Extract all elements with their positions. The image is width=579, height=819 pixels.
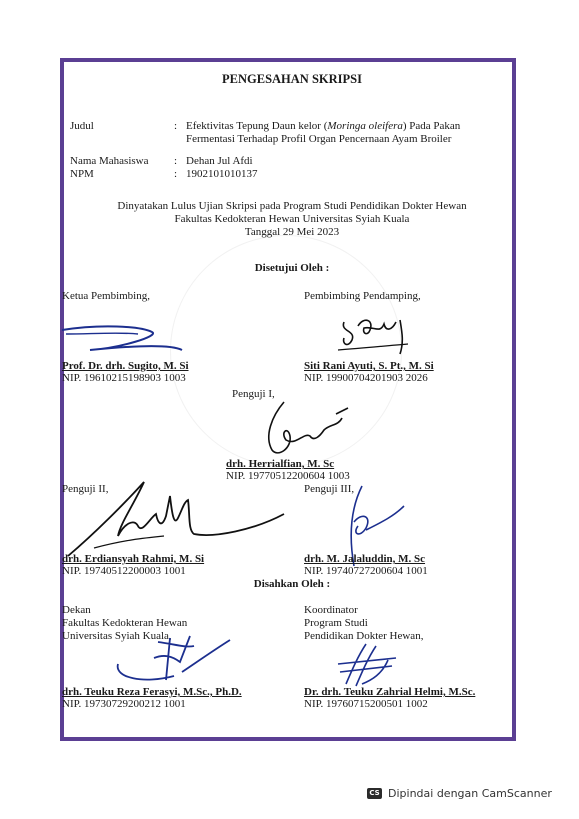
penguji1-nip: NIP. 19770512200604 1003 — [226, 470, 350, 482]
koord-line-1: Koordinator — [304, 604, 358, 616]
statement-line-2: Fakultas Kedokteran Hewan Universitas Syiah Kuala — [174, 213, 410, 225]
page-title: PENGESAHAN SKRIPSI — [222, 72, 362, 86]
camscanner-logo-icon: CS — [367, 788, 382, 799]
pendamping-role: Pembimbing Pendamping, — [304, 290, 421, 302]
penguji3-name: drh. M. Jalaluddin, M. Sc — [304, 553, 426, 565]
judul-line-1: Efektivitas Tepung Daun kelor (Moringa oleifera) Pada Pakan — [186, 120, 461, 132]
koord-line-3: Pendidikan Dokter Hewan, — [304, 630, 424, 642]
koord-nip: NIP. 19760715200501 1002 — [304, 698, 428, 710]
penguji1-role: Penguji I, — [232, 388, 275, 400]
penguji2-signature — [64, 474, 294, 564]
ketua-signature — [60, 320, 190, 362]
npm-label: NPM — [70, 168, 94, 180]
nama-colon: : — [174, 155, 178, 167]
pendamping-name: Siti Rani Ayuti, S. Pt., M. Si — [304, 360, 434, 372]
ketua-role: Ketua Pembimbing, — [62, 290, 150, 302]
penguji3-nip: NIP. 19740727200604 1001 — [304, 565, 428, 577]
ratification-heading: Disahkan Oleh : — [253, 578, 331, 590]
koord-signature — [326, 634, 416, 694]
statement-line-1: Dinyatakan Lulus Ujian Skripsi pada Program Studi Pendidikan Dokter Hewan — [117, 200, 467, 212]
approval-heading: Disetujui Oleh : — [254, 262, 330, 274]
pendamping-signature — [334, 308, 424, 358]
npm-colon: : — [174, 168, 178, 180]
penguji2-nip: NIP. 19740512200003 1001 — [62, 565, 186, 577]
scanner-footer — [367, 784, 567, 802]
penguji1-signature — [244, 396, 364, 466]
koord-name: Dr. drh. Teuku Zahrial Helmi, M.Sc. — [304, 686, 476, 698]
ketua-name: Prof. Dr. drh. Sugito, M. Si — [62, 360, 189, 372]
penguji3-role: Penguji III, — [304, 483, 355, 495]
dekan-nip: NIP. 19730729200212 1001 — [62, 698, 186, 710]
nama-value: Dehan Jul Afdi — [186, 155, 253, 167]
koord-line-2: Program Studi — [304, 617, 368, 629]
nama-label: Nama Mahasiswa — [70, 155, 149, 167]
ketua-nip: NIP. 19610215198903 1003 — [62, 372, 186, 384]
pendamping-nip: NIP. 19900704201903 2026 — [304, 372, 428, 384]
npm-value: 1902101010137 — [186, 168, 258, 180]
judul-colon: : — [174, 120, 178, 132]
dekan-line-1: Dekan — [62, 604, 91, 616]
judul-line-2: Fermentasi Terhadap Profil Organ Pencernaan Ayam Broiler — [186, 133, 452, 145]
dekan-line-2: Fakultas Kedokteran Hewan — [62, 617, 188, 629]
dekan-name: drh. Teuku Reza Ferasyi, M.Sc., Ph.D. — [62, 686, 242, 698]
dekan-line-3: Universitas Syiah Kuala, — [62, 630, 172, 642]
penguji2-name: drh. Erdiansyah Rahmi, M. Si — [62, 553, 205, 565]
penguji2-role: Penguji II, — [62, 483, 109, 495]
document-frame — [60, 58, 516, 741]
judul-label: Judul — [70, 120, 94, 132]
scanner-footer-text: Dipindai dengan CamScanner — [388, 786, 552, 800]
dekan-signature — [94, 628, 234, 688]
penguji1-name: drh. Herrialfian, M. Sc — [226, 458, 335, 470]
statement-line-3: Tanggal 29 Mei 2023 — [244, 226, 340, 238]
